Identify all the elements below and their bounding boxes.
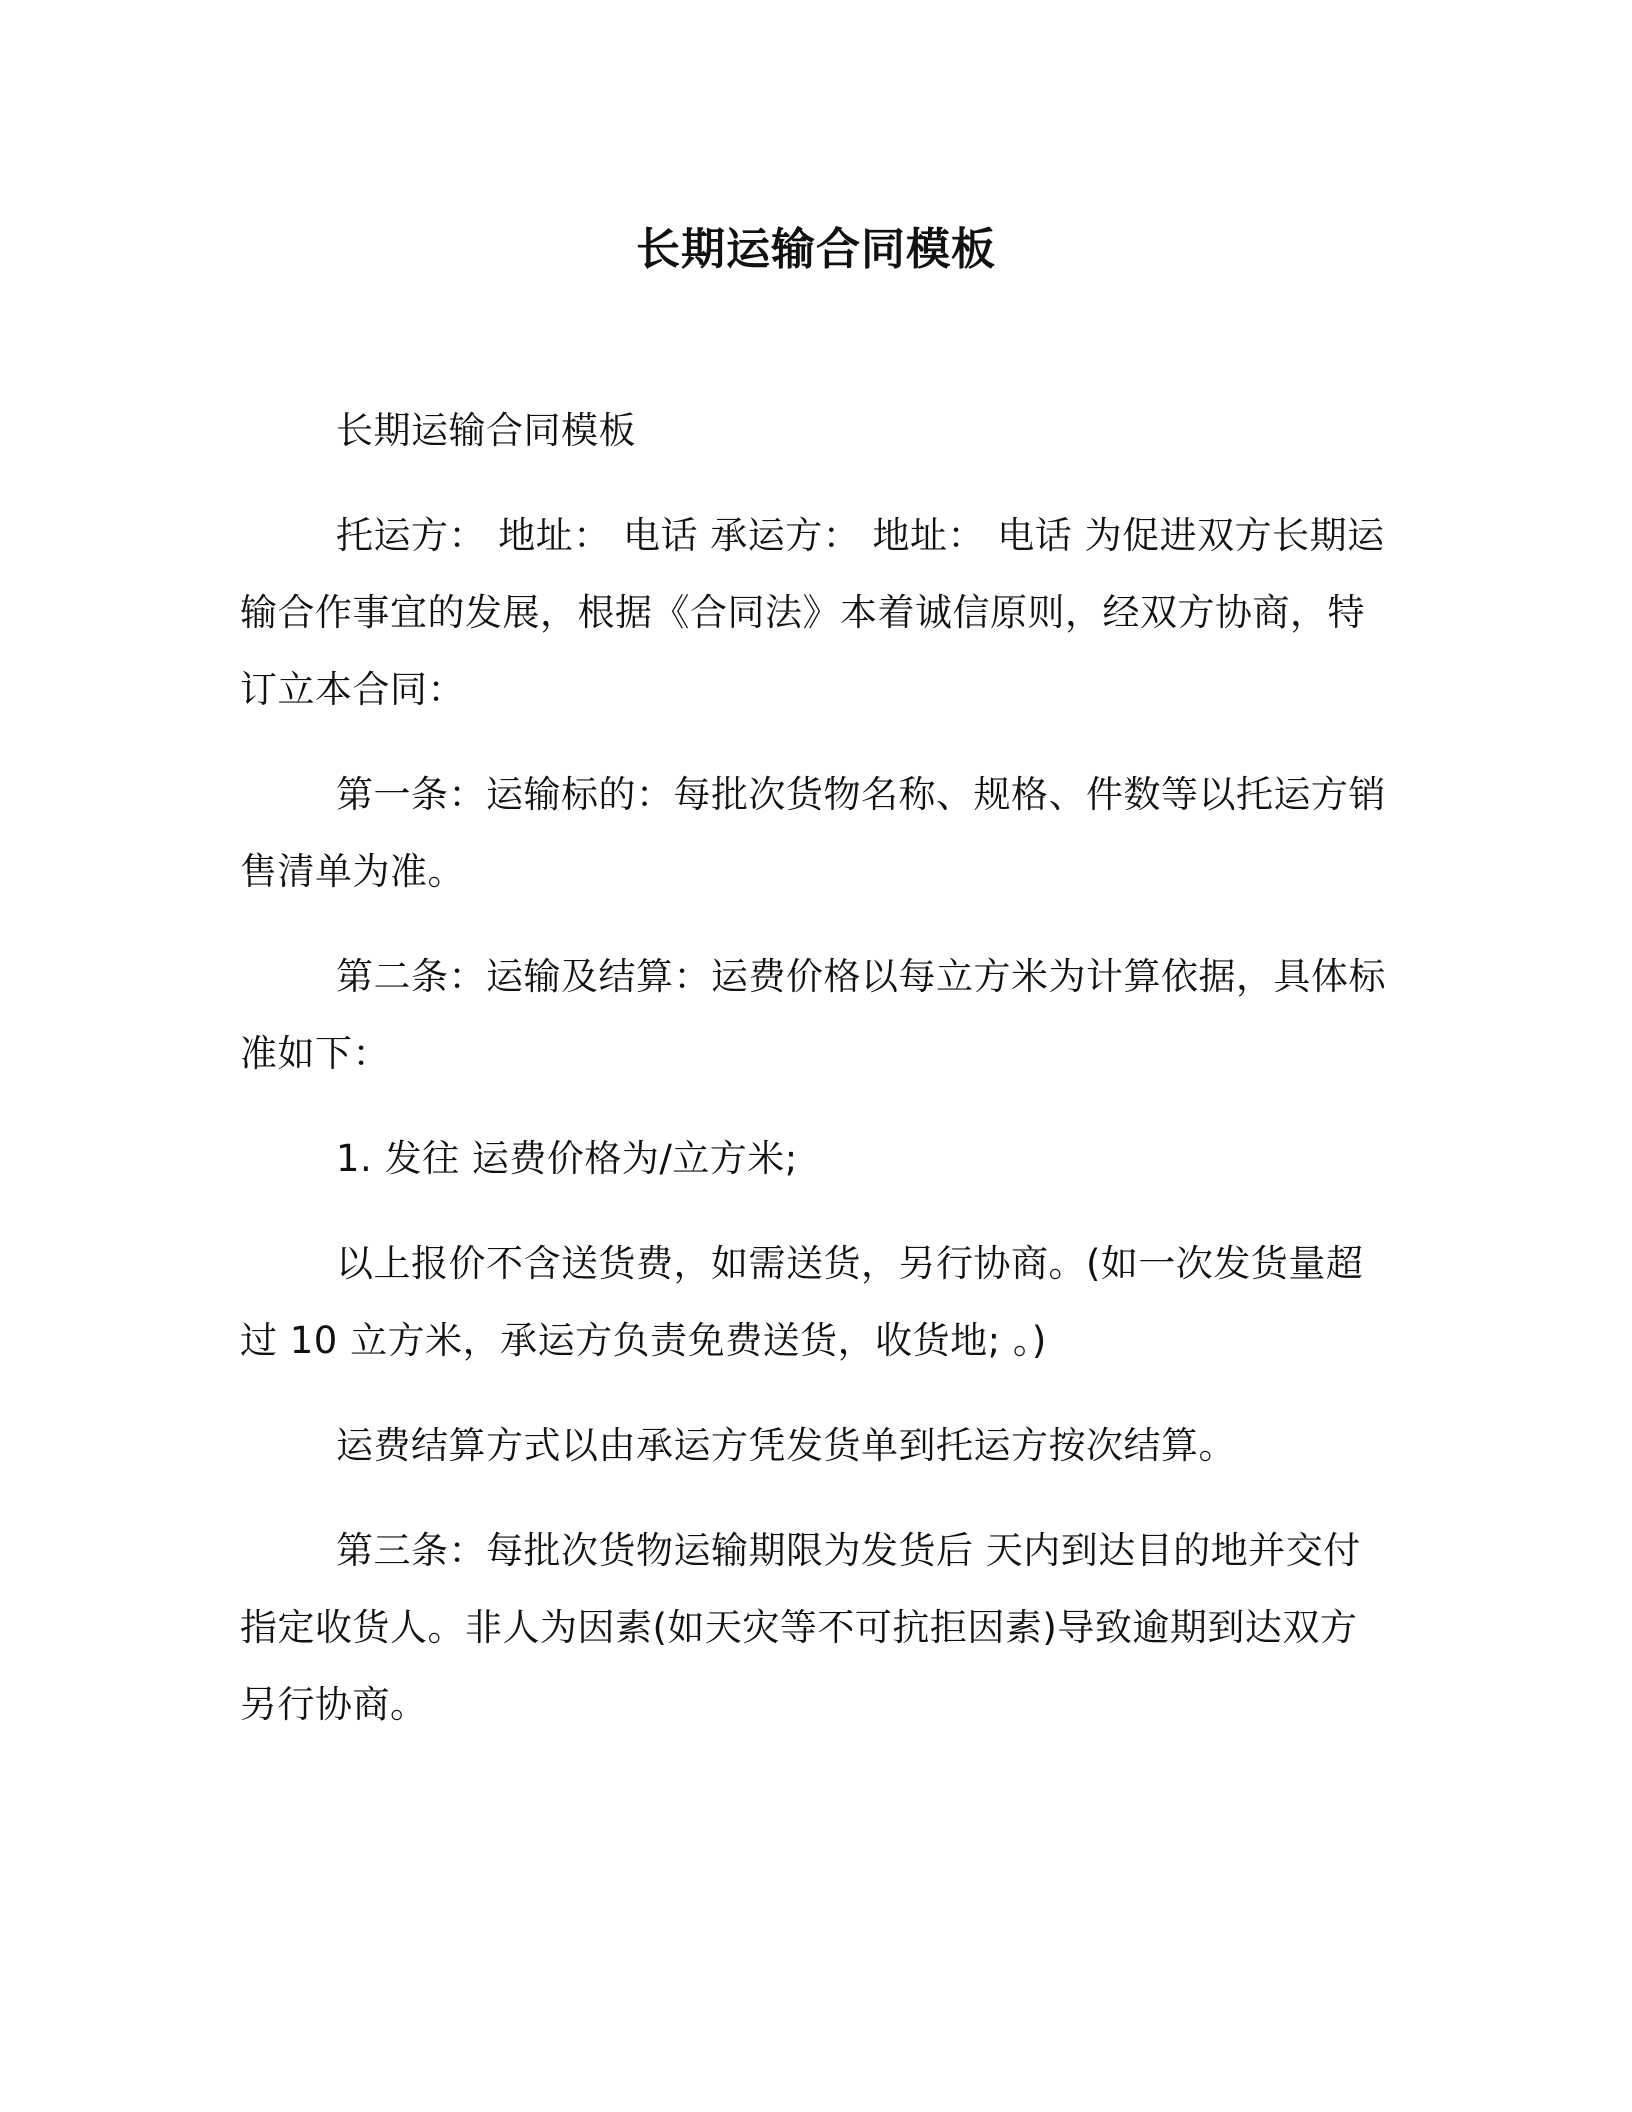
paragraph-article-2: 第二条：运输及结算：运费价格以每立方米为计算依据，具体标准如下：: [240, 955, 1386, 1075]
paragraph-parties: 托运方： 地址： 电话 承运方： 地址： 电话 为促进双方长期运输合作事宜的发展，根据《合同法》本着诚信原则，经双方协商，特订立本合同：: [240, 514, 1385, 711]
paragraph-article-3: 第三条：每批次货物运输期限为发货后 天内到达目的地并交付指定收货人。非人为因素(如天灾等不可抗拒因素)导致逾期到达双方另行协商。: [240, 1529, 1361, 1726]
document-title: 长期运输合同模板: [636, 224, 996, 275]
paragraph-article-1: 第一条：运输标的：每批次货物名称、规格、件数等以托运方销售清单为准。: [240, 773, 1386, 893]
document-body: [240, 392, 1390, 1771]
paragraph-price-item-1: 1. 发往 运费价格为/立方米;: [336, 1137, 798, 1180]
paragraph-delivery-note: 以上报价不含送货费，如需送货，另行协商。(如一次发货量超过 10 立方米，承运方负责免费送货，收货地; 。): [240, 1242, 1364, 1362]
paragraph-settlement: 运费结算方式以由承运方凭发货单到托运方按次结算。: [336, 1424, 1236, 1467]
paragraph-heading: 长期运输合同模板: [336, 409, 636, 452]
